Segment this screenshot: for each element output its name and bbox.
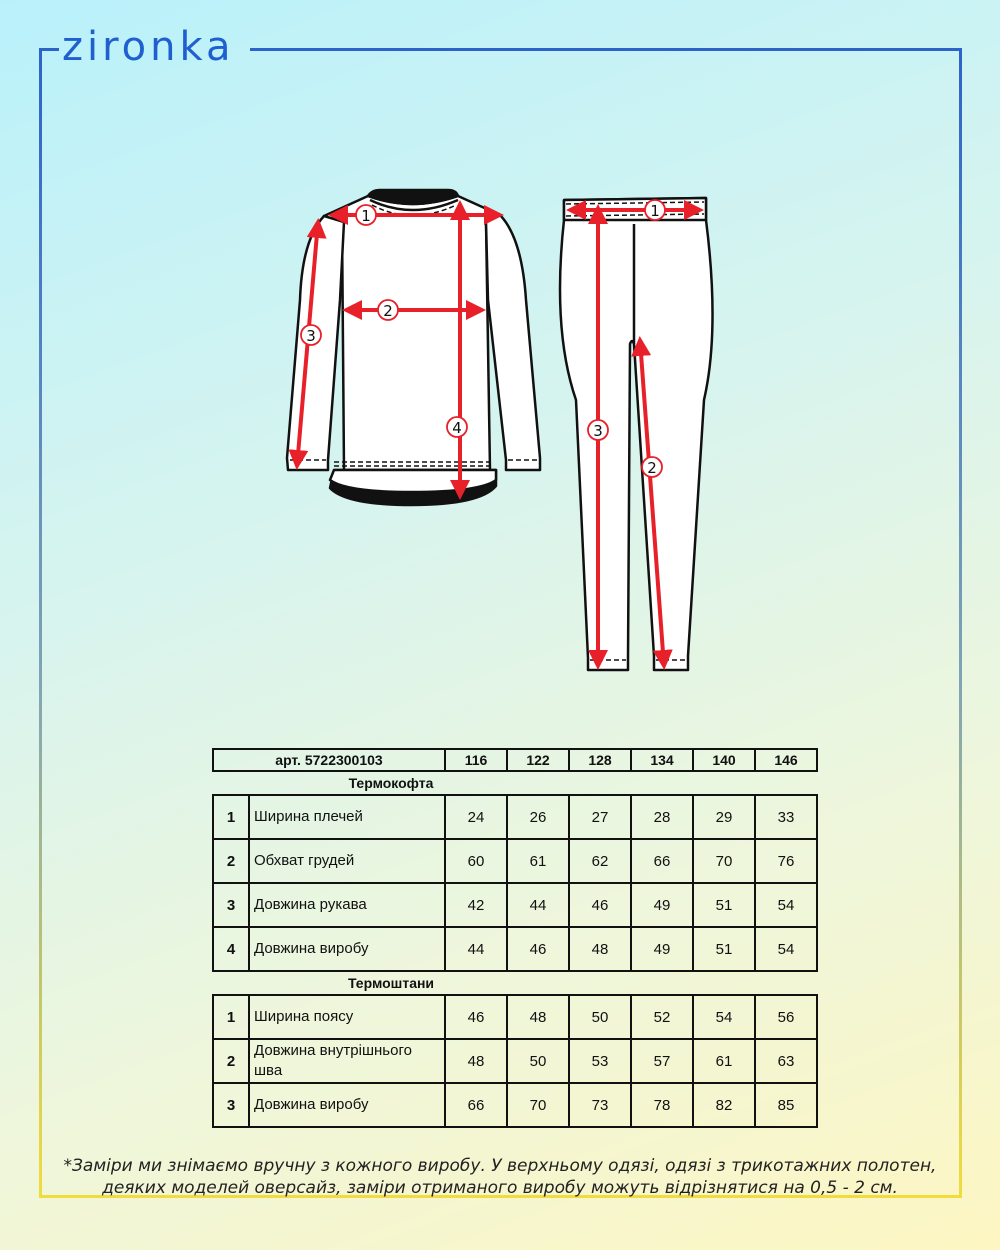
row-label: Довжина рукава	[249, 883, 445, 927]
table-cell: 27	[569, 795, 631, 839]
table-cell: 70	[507, 1083, 569, 1127]
pants-marker-2	[642, 457, 662, 477]
thermal-shirt-drawing	[287, 190, 540, 505]
row-number: 4	[213, 927, 249, 971]
svg-text:4: 4	[452, 419, 462, 437]
table-cell: 61	[507, 839, 569, 883]
size-header: 146	[755, 749, 817, 771]
shirt-marker-1	[356, 205, 376, 225]
table-cell: 33	[755, 795, 817, 839]
table-row	[213, 995, 817, 1039]
section-title-row	[213, 971, 817, 995]
table-cell: 44	[445, 927, 507, 971]
table-cell: 66	[445, 1083, 507, 1127]
table-cell: 49	[631, 927, 693, 971]
table-row	[213, 1083, 817, 1127]
table-cell: 46	[569, 883, 631, 927]
table-cell: 60	[445, 839, 507, 883]
section-title-row	[213, 771, 817, 795]
table-cell: 61	[693, 1039, 755, 1083]
table-row	[213, 839, 817, 883]
table-cell: 53	[569, 1039, 631, 1083]
shirt-marker-4	[447, 417, 467, 437]
table-cell: 52	[631, 995, 693, 1039]
svg-text:3: 3	[306, 327, 316, 345]
table-cell: 49	[631, 883, 693, 927]
article-number: арт. 5722300103	[213, 749, 445, 771]
table-cell: 73	[569, 1083, 631, 1127]
svg-text:2: 2	[647, 459, 657, 477]
table-cell: 54	[693, 995, 755, 1039]
pants-marker-1	[645, 200, 665, 220]
measurement-disclaimer	[50, 1155, 950, 1199]
table-row	[213, 795, 817, 839]
table-cell: 85	[755, 1083, 817, 1127]
svg-text:1: 1	[361, 207, 371, 225]
brand-logo: zironka	[62, 24, 235, 70]
table-cell: 82	[693, 1083, 755, 1127]
table-cell: 62	[569, 839, 631, 883]
table-row	[213, 1039, 817, 1083]
table-cell: 70	[693, 839, 755, 883]
table-cell: 51	[693, 883, 755, 927]
table-cell: 57	[631, 1039, 693, 1083]
shirt-marker-2	[378, 300, 398, 320]
row-label: Довжина виробу	[249, 927, 445, 971]
row-label: Обхват грудей	[249, 839, 445, 883]
row-number: 2	[213, 839, 249, 883]
table-cell: 63	[755, 1039, 817, 1083]
table-cell: 46	[507, 927, 569, 971]
table-cell: 24	[445, 795, 507, 839]
row-number: 1	[213, 795, 249, 839]
size-header: 134	[631, 749, 693, 771]
row-label: Ширина поясу	[249, 995, 445, 1039]
table-cell: 76	[755, 839, 817, 883]
table-row	[213, 883, 817, 927]
size-header: 122	[507, 749, 569, 771]
shirt-marker-3	[301, 325, 321, 345]
row-number: 3	[213, 883, 249, 927]
row-label: Ширина плечей	[249, 795, 445, 839]
table-cell: 66	[631, 839, 693, 883]
row-number: 1	[213, 995, 249, 1039]
row-label: Довжина внутрішнього шва	[249, 1039, 445, 1083]
table-cell: 78	[631, 1083, 693, 1127]
section-title-shirt: Термокофта	[348, 775, 434, 791]
table-cell: 54	[755, 883, 817, 927]
table-cell: 44	[507, 883, 569, 927]
table-cell: 28	[631, 795, 693, 839]
svg-text:2: 2	[383, 302, 393, 320]
row-label: Довжина виробу	[249, 1083, 445, 1127]
table-cell: 48	[507, 995, 569, 1039]
table-cell: 29	[693, 795, 755, 839]
table-cell: 51	[693, 927, 755, 971]
svg-text:1: 1	[650, 202, 660, 220]
table-cell: 50	[569, 995, 631, 1039]
thermal-pants-drawing	[560, 198, 713, 670]
table-cell: 50	[507, 1039, 569, 1083]
table-cell: 54	[755, 927, 817, 971]
table-cell: 56	[755, 995, 817, 1039]
table-row	[213, 927, 817, 971]
table-cell: 42	[445, 883, 507, 927]
disclaimer-line-2: деяких моделей оверсайз, заміри отриманого виробу можуть відрізнятися на 0,5 - 2 см.	[102, 1178, 898, 1198]
table-cell: 26	[507, 795, 569, 839]
size-header: 140	[693, 749, 755, 771]
table-cell: 46	[445, 995, 507, 1039]
svg-text:3: 3	[593, 422, 603, 440]
size-header: 128	[569, 749, 631, 771]
section-title-pants: Термоштани	[347, 975, 435, 991]
table-header-row	[213, 749, 817, 771]
size-header: 116	[445, 749, 507, 771]
row-number: 3	[213, 1083, 249, 1127]
table-cell: 48	[569, 927, 631, 971]
disclaimer-line-1: *Заміри ми знімаємо вручну з кожного виробу. У верхньому одязі, одязі з трикотажних полотен,	[63, 1156, 937, 1176]
pants-marker-3	[588, 420, 608, 440]
table-cell: 48	[445, 1039, 507, 1083]
size-chart-table	[212, 748, 818, 1128]
row-number: 2	[213, 1039, 249, 1083]
